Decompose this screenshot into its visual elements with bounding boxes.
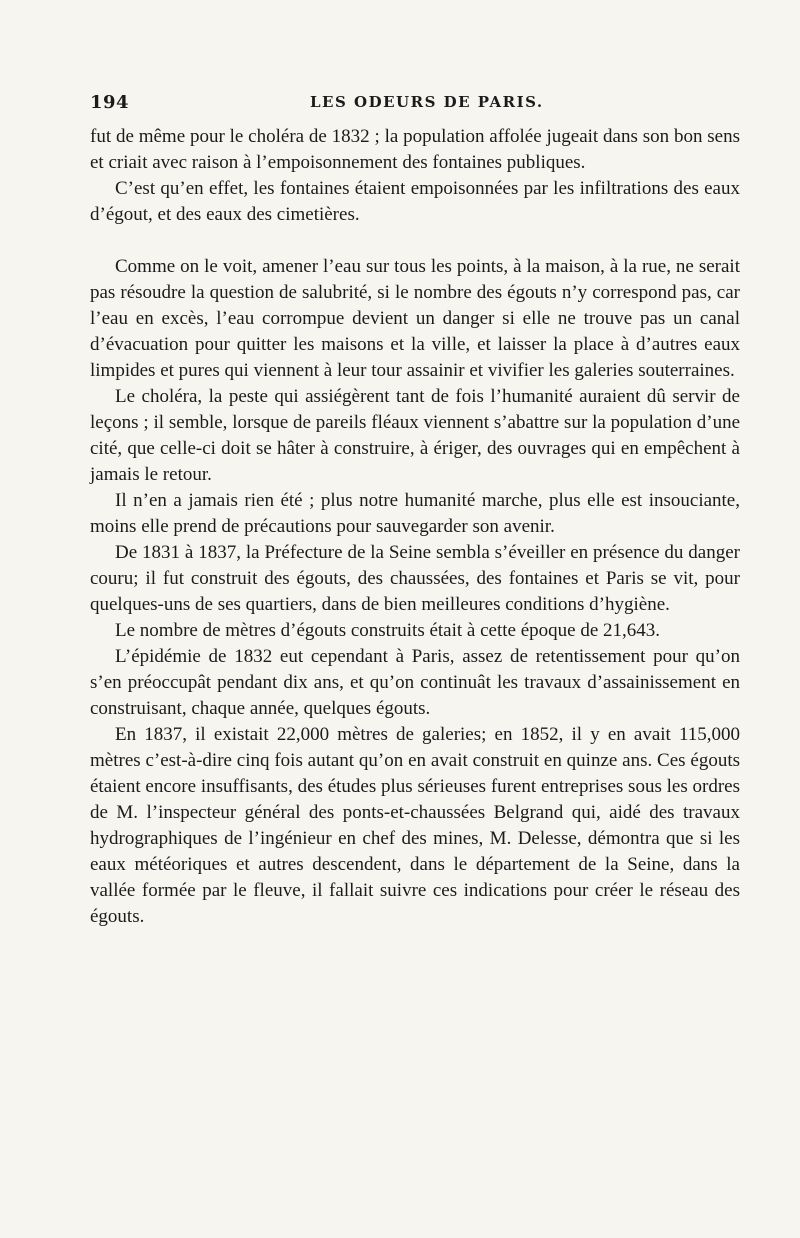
body-text — [90, 124, 740, 930]
running-head: LES ODEURS DE PARIS. — [310, 93, 544, 111]
paragraph: En 1837, il existait 22,000 mètres de galeries; en 1852, il y en avait 115,000 mètres c’est-à-dire cinq fois autant qu’on en avait construit en quinze ans. Ces égouts étaient encore insuffisants, des études plus sérieuses furent entreprises sous les ordres de M. l’inspecteur général des ponts-et-chaussées Belgrand qui, aidé des travaux hydrographiques de l’ingénieur en chef des mines, M. Delesse, démontra que si les eaux météoriques et autres descendent, dans le département de la Seine, dans la vallée formée par le fleuve, il fallait suivre ces indications pour créer le réseau des égouts. — [90, 724, 740, 927]
paragraph: Il n’en a jamais rien été ; plus notre humanité marche, plus elle est insouciante, moins elle prend de précautions pour sauvegarder son avenir. — [90, 490, 740, 537]
paragraph: fut de même pour le choléra de 1832 ; la population affolée jugeait dans son bon sens et criait avec raison à l’empoisonnement des fontaines publiques. — [90, 126, 740, 173]
page-number: 194 — [90, 92, 130, 113]
paragraph: C’est qu’en effet, les fontaines étaient empoisonnées par les infiltrations des eaux d’égout, et des eaux des cimetières. — [90, 178, 740, 225]
paragraph: L’épidémie de 1832 eut cependant à Paris, assez de retentissement pour qu’on s’en préoccupât pendant dix ans, et qu’on continuât les travaux d’assainissement en construisant, chaque année, quelques égouts. — [90, 646, 740, 719]
paragraph: Comme on le voit, amener l’eau sur tous les points, à la maison, à la rue, ne serait pas résoudre la question de salubrité, si le nombre des égouts n’y correspond pas, car l’eau en excès, l’eau corrompue devient un danger si elle ne trouve pas un canal d’évacuation pour quitter les maisons et la ville, et laisser la place à d’autres eaux limpides et pures qui viennent à leur tour assainir et vivifier les galeries souterraines. — [90, 256, 740, 381]
page-header — [90, 92, 730, 118]
paragraph: Le nombre de mètres d’égouts construits était à cette époque de 21,643. — [115, 620, 661, 641]
paragraph: Le choléra, la peste qui assiégèrent tant de fois l’humanité auraient dû servir de leçons ; il semble, lorsque de pareils fléaux viennent s’abattre sur la population d’une cité, que celle-ci doit se hâter à construire, à ériger, des ouvrages qui en empêchent à jamais le retour. — [90, 386, 740, 485]
paragraph: De 1831 à 1837, la Préfecture de la Seine sembla s’éveiller en présence du danger couru; il fut construit des égouts, des chaussées, des fontaines et Paris se vit, pour quelques-uns de ses quartiers, dans de bien meilleures conditions d’hygiène. — [90, 542, 740, 615]
